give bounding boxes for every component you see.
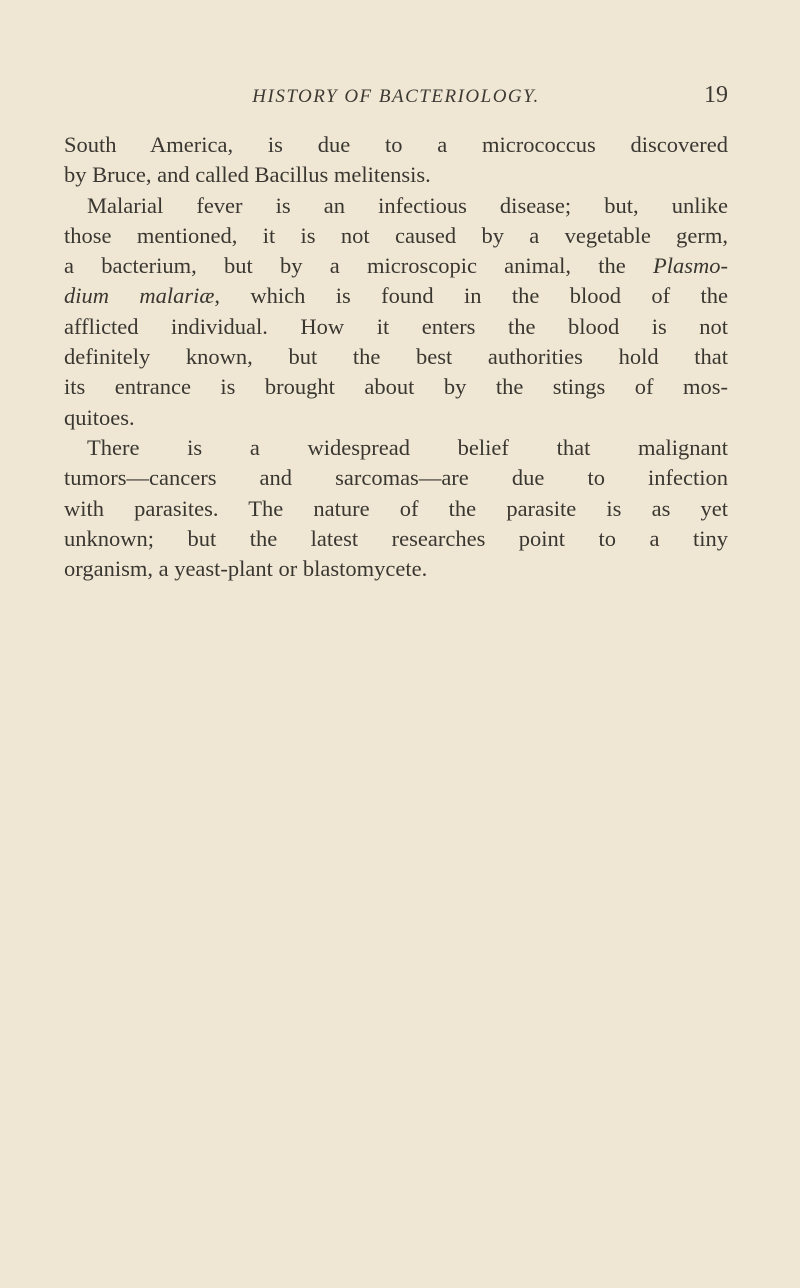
- running-head: [64, 82, 728, 116]
- text-line: Malarial fever is an infectious disease; but, unlike: [87, 192, 728, 218]
- text-line: [64, 251, 728, 281]
- page-number: 19: [704, 82, 728, 108]
- italic-term: Plasmo-: [653, 253, 728, 279]
- text-segment: ,: [214, 283, 221, 309]
- text-line: by Bruce, and called Bacillus melitensis.: [64, 162, 431, 188]
- text-line: South America, is due to a micrococcus discovered: [64, 132, 728, 157]
- body-text: [64, 130, 728, 584]
- text-line: organism, a yeast-plant or blastomycete.: [64, 556, 428, 582]
- italic-term: dium malariæ: [64, 283, 215, 309]
- text-line: afflicted individual. How it enters the blood is not: [64, 313, 728, 339]
- running-title: HISTORY OF BACTERIOLOGY.: [252, 86, 540, 107]
- text-line: its entrance is brought about by the stings of mos-: [64, 374, 728, 400]
- text-segment: a bacterium, but by a microscopic animal, the: [64, 253, 653, 279]
- text-line: tumors—cancers and sarcomas—are due to infection: [64, 465, 728, 491]
- text-line: There is a widespread belief that malignant: [87, 434, 728, 460]
- text-line: [64, 281, 728, 311]
- text-line: with parasites. The nature of the parasite is as yet: [64, 495, 728, 521]
- text-line: definitely known, but the best authorities hold that: [64, 344, 728, 370]
- text-segment: which is found in the blood of the: [250, 283, 729, 309]
- text-line: unknown; but the latest researches point to a tiny: [64, 525, 728, 551]
- text-line: quitoes.: [64, 404, 135, 430]
- text-line: those mentioned, it is not caused by a vegetable germ,: [64, 222, 728, 248]
